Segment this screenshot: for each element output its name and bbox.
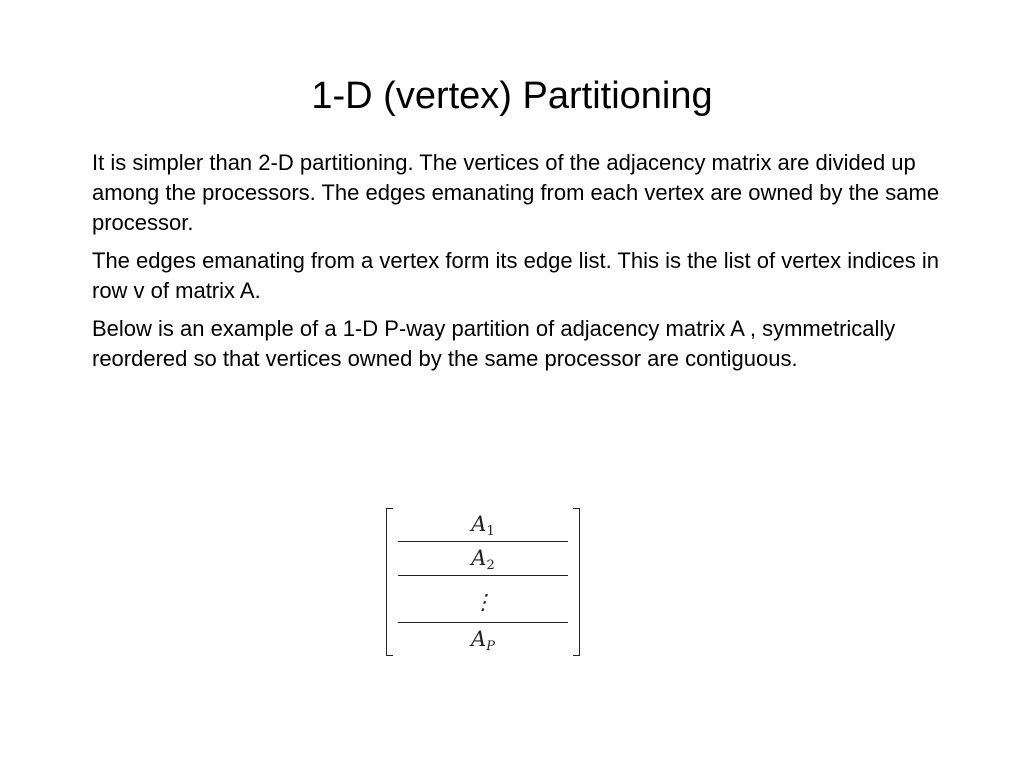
partition-matrix	[386, 508, 580, 658]
paragraph-1: It is simpler than 2-D partitioning. The vertices of the adjacency matrix are divided up among the processors. The edges emanating from each vertex are owned by the same processor.	[92, 150, 940, 235]
slide-body	[92, 148, 967, 382]
matrix-vdots	[398, 590, 568, 614]
block-divider	[398, 622, 568, 623]
matrix-block-subscript: 1	[486, 524, 495, 539]
matrix-block-symbol: A	[471, 512, 487, 536]
matrix-block-symbol: A	[471, 627, 487, 651]
slide-title: 1-D (vertex) Partitioning	[311, 75, 713, 117]
matrix-block-a1	[398, 512, 568, 539]
matrix-block-ap	[398, 627, 568, 654]
paragraph-3: Below is an example of a 1-D P-way partition of adjacency matrix A , symmetrically reordered so that vertices owned by the same processor are contiguous.	[92, 316, 896, 371]
matrix-block-symbol: A	[471, 546, 487, 570]
matrix-block-a2	[398, 546, 568, 573]
vertical-ellipsis: ⋮	[472, 590, 494, 614]
right-bracket	[573, 508, 580, 656]
paragraph-2: The edges emanating from a vertex form its edge list. This is the list of vertex indices in row v of matrix A.	[92, 248, 939, 303]
left-bracket	[386, 508, 393, 656]
matrix-block-subscript: 2	[486, 558, 495, 573]
block-divider	[398, 541, 568, 542]
block-divider	[398, 575, 568, 576]
matrix-block-subscript: P	[486, 639, 495, 654]
